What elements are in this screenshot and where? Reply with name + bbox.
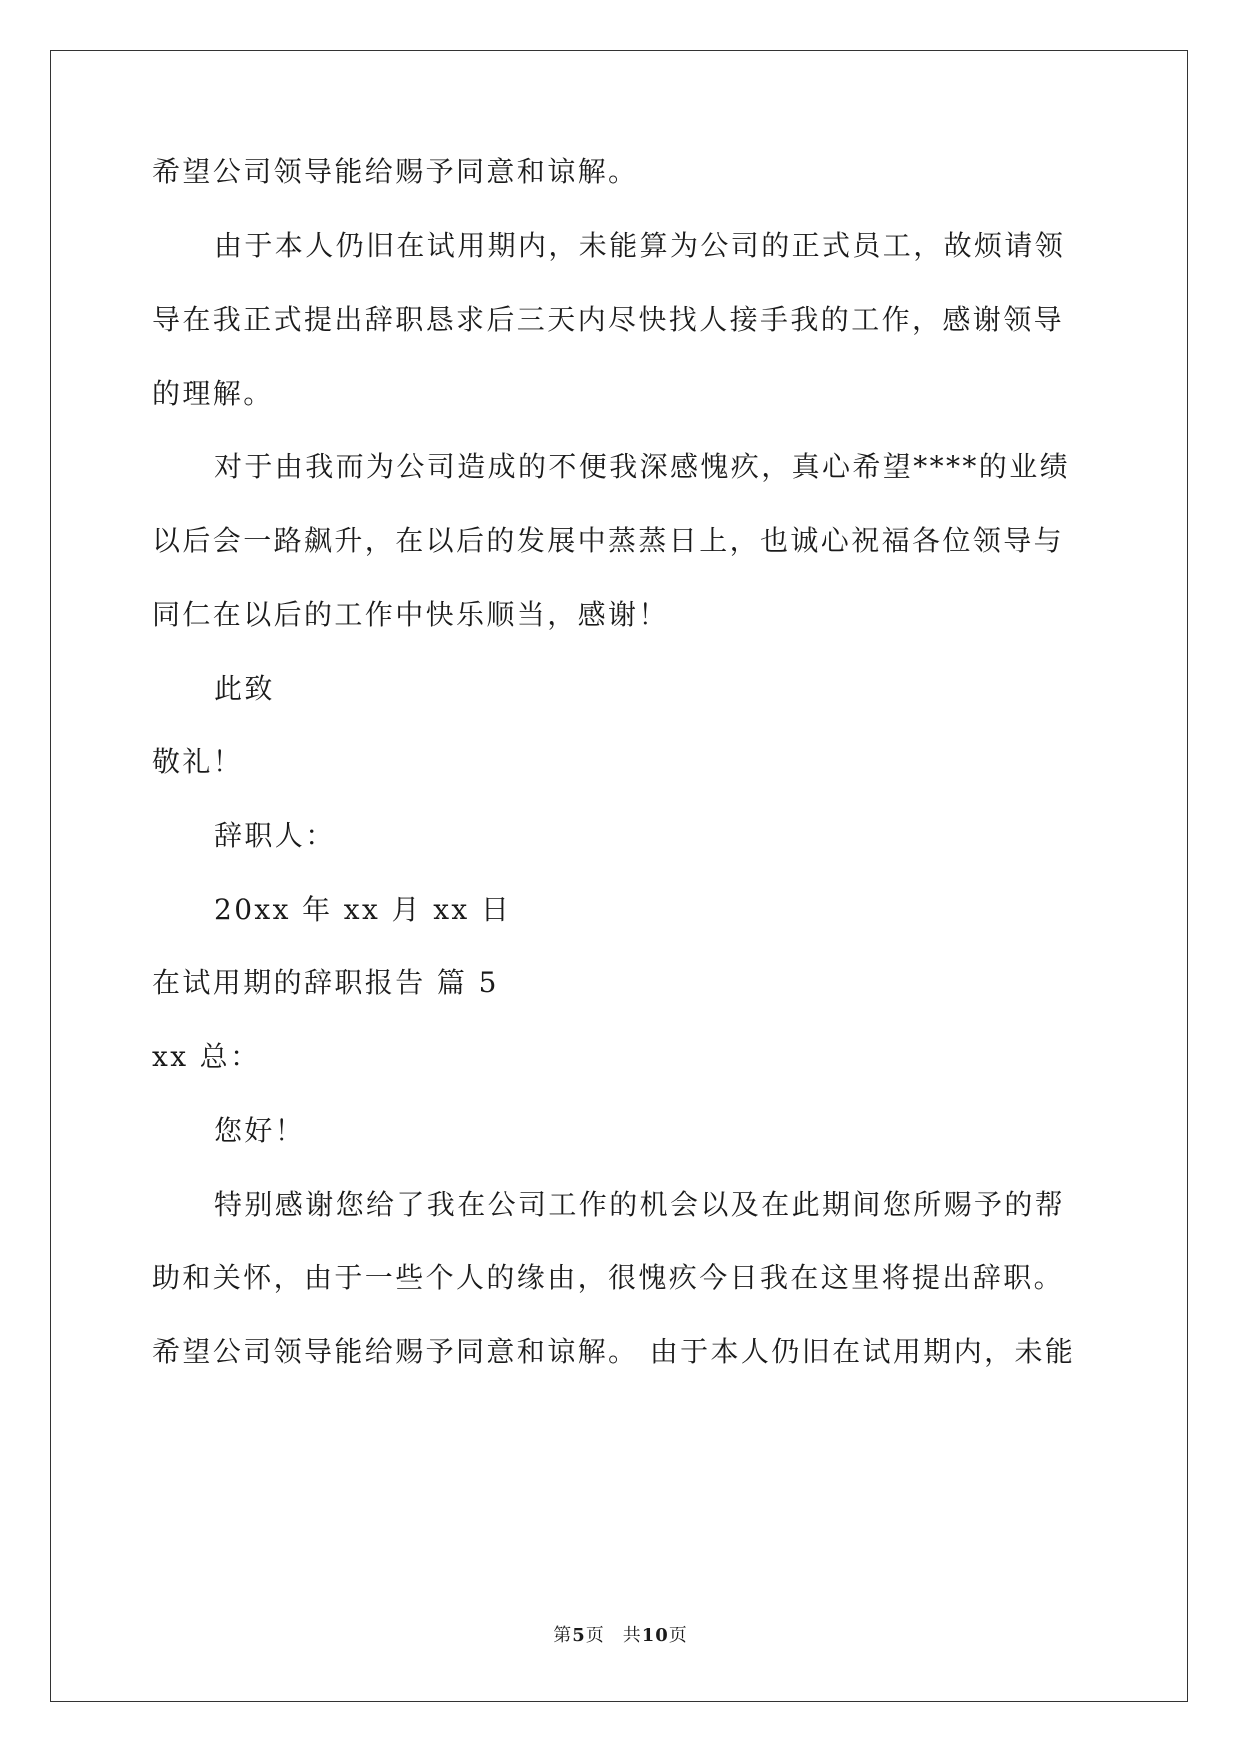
total-suffix: 页 xyxy=(668,1625,688,1646)
date-line: 20xx 年 xx 月 xx 日 xyxy=(214,893,512,926)
recipient-line: xx 总： xyxy=(152,1040,261,1073)
paragraph-line: 对于由我而为公司造成的不便我深感愧疚，真心希望****的业绩 xyxy=(214,450,1071,483)
closing-line: 此致 xyxy=(214,672,275,705)
signature-line: 辞职人： xyxy=(214,819,336,852)
section-heading: 在试用期的辞职报告 篇 5 xyxy=(152,966,499,999)
paragraph-line: 的理解。 xyxy=(152,377,274,410)
page-footer xyxy=(0,1624,1241,1648)
current-page-number: 5 xyxy=(572,1625,586,1646)
paragraph-line: 特别感谢您给了我在公司工作的机会以及在此期间您所赐予的帮 xyxy=(214,1188,1066,1221)
paragraph-line: 由于本人仍旧在试用期内，未能算为公司的正式员工，故烦请领 xyxy=(214,229,1066,262)
page-border xyxy=(50,50,1188,1702)
page-prefix: 第 xyxy=(553,1625,573,1646)
paragraph-line: 同仁在以后的工作中快乐顺当，感谢！ xyxy=(152,598,669,631)
total-page-number: 10 xyxy=(641,1625,669,1646)
paragraph-line: 希望公司领导能给赐予同意和谅解。 xyxy=(152,155,639,188)
paragraph-line: 助和关怀，由于一些个人的缘由，很愧疚今日我在这里将提出辞职。 xyxy=(152,1261,1065,1294)
total-prefix: 共 xyxy=(622,1625,642,1646)
salutation-line: 敬礼！ xyxy=(152,745,244,778)
paragraph-line: 导在我正式提出辞职恳求后三天内尽快找人接手我的工作，感谢领导 xyxy=(152,303,1065,336)
paragraph-line: 希望公司领导能给赐予同意和谅解。 由于本人仍旧在试用期内，未能 xyxy=(152,1335,1076,1368)
page-suffix: 页 xyxy=(585,1625,605,1646)
greeting-line: 您好！ xyxy=(214,1114,306,1147)
paragraph-line: 以后会一路飙升，在以后的发展中蒸蒸日上，也诚心祝福各位领导与 xyxy=(152,524,1065,557)
